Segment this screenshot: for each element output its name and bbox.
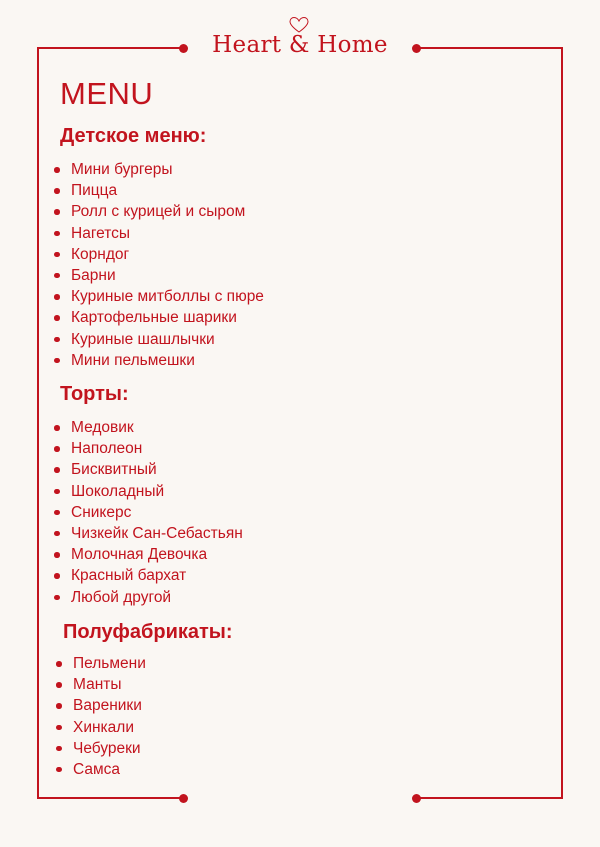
bullet-icon [54, 510, 60, 516]
bullet-icon [54, 167, 60, 173]
list-item: Манты [56, 674, 146, 695]
list-item: Вареники [56, 695, 146, 716]
list-item: Сникерс [54, 502, 243, 523]
bullet-icon [54, 489, 60, 495]
bullet-icon [56, 661, 62, 667]
list-item: Любой другой [54, 587, 243, 608]
list-item: Мини бургеры [54, 159, 264, 180]
list-item: Красный бархат [54, 565, 243, 586]
list-item: Пицца [54, 180, 264, 201]
section-title-kids-menu: Детское меню: [60, 125, 207, 147]
bullet-icon [54, 425, 60, 431]
list-item: Бисквитный [54, 459, 243, 480]
frame-left-line [37, 47, 39, 799]
bullet-icon [54, 552, 60, 558]
frame-dot-bottom-left [179, 794, 188, 803]
bullet-icon [56, 746, 62, 752]
bullet-icon [54, 337, 60, 343]
semi-finished-list [56, 653, 146, 780]
bullet-icon [54, 467, 60, 473]
list-item: Чебуреки [56, 738, 146, 759]
list-item: Молочная Девочка [54, 544, 243, 565]
list-item: Шоколадный [54, 481, 243, 502]
bullet-icon [54, 595, 60, 601]
bullet-icon [54, 358, 60, 364]
list-item: Корндог [54, 244, 264, 265]
list-item: Пельмени [56, 653, 146, 674]
frame-right-line [561, 47, 563, 799]
bullet-icon [56, 703, 62, 709]
bullet-icon [54, 531, 60, 537]
bullet-icon [54, 573, 60, 579]
list-item: Хинкали [56, 717, 146, 738]
bullet-icon [56, 725, 62, 731]
bullet-icon [54, 315, 60, 321]
list-item: Чизкейк Сан-Себастьян [54, 523, 243, 544]
brand-name: Heart & Home [212, 32, 388, 58]
list-item: Картофельные шарики [54, 307, 264, 328]
bullet-icon [54, 273, 60, 279]
list-item: Барни [54, 265, 264, 286]
list-item: Ролл с курицей и сыром [54, 201, 264, 222]
list-item: Медовик [54, 417, 243, 438]
list-item: Наполеон [54, 438, 243, 459]
bullet-icon [54, 252, 60, 258]
bullet-icon [56, 682, 62, 688]
bullet-icon [56, 767, 62, 773]
bullet-icon [54, 446, 60, 452]
section-title-semi-finished: Полуфабрикаты: [63, 621, 233, 643]
bullet-icon [54, 188, 60, 194]
menu-title: MENU [60, 76, 154, 111]
section-title-cakes: Торты: [60, 383, 129, 405]
cakes-list [54, 417, 243, 608]
bullet-icon [54, 231, 60, 237]
frame-dot-bottom-right [412, 794, 421, 803]
list-item: Самса [56, 759, 146, 780]
list-item: Куриные шашлычки [54, 329, 264, 350]
list-item: Мини пельмешки [54, 350, 264, 371]
list-item: Нагетсы [54, 223, 264, 244]
kids-menu-list [54, 159, 264, 371]
frame-bottom-left-line [37, 797, 183, 799]
list-item: Куриные митболлы с пюре [54, 286, 264, 307]
bullet-icon [54, 209, 60, 215]
frame-bottom-right-line [417, 797, 563, 799]
bullet-icon [54, 294, 60, 300]
